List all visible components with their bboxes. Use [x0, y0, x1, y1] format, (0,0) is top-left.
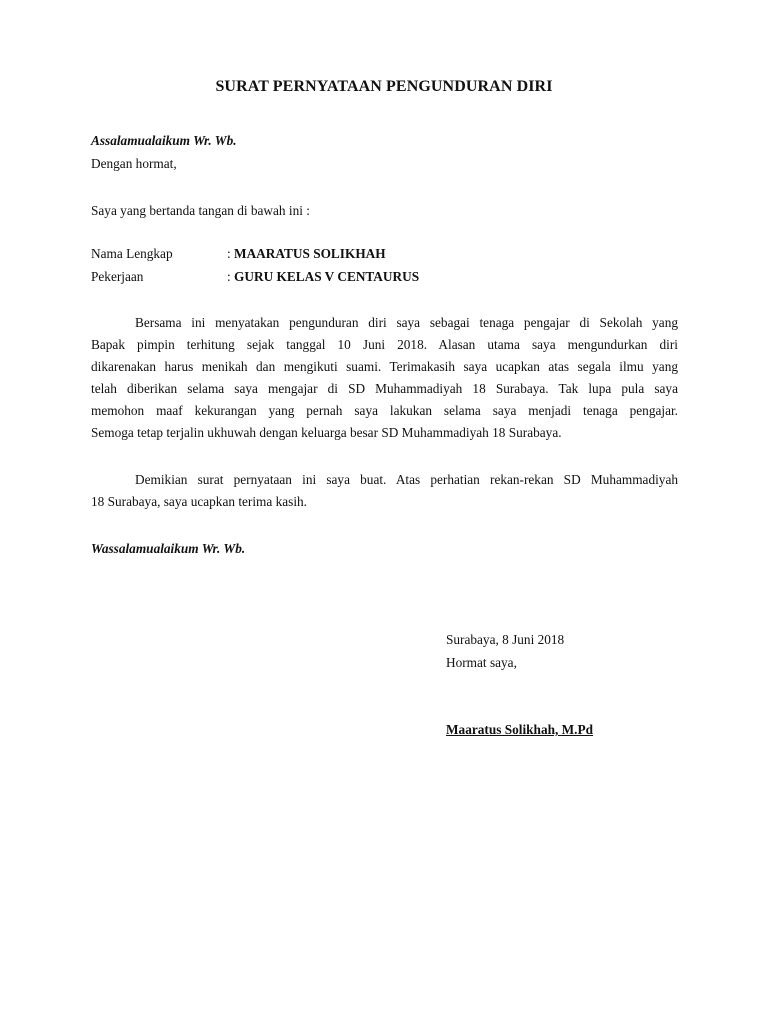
body-paragraph-2 [91, 469, 678, 513]
paragraph-line: telah diberikan selama saya mengajar di SD Muhammadiyah 18 Surabaya. Tak lupa pula saya [91, 381, 678, 396]
paragraph-line: Demikian surat pernyataan ini saya buat. Atas perhatian rekan-rekan SD Muhammadiyah [135, 472, 678, 487]
paragraph-line: memohon maaf kekurangan yang pernah saya lakukan selama saya menjadi tenaga pengajar. [91, 403, 678, 418]
field-label-pekerjaan: Pekerjaan [91, 269, 144, 284]
paragraph-line: Semoga tetap terjalin ukhuwah dengan keluarga besar SD Muhammadiyah 18 Surabaya. [91, 425, 562, 440]
closing-greeting: Wassalamualaikum Wr. Wb. [91, 541, 246, 556]
regards: Hormat saya, [446, 655, 517, 670]
salutation: Dengan hormat, [91, 156, 177, 171]
paragraph-line: dikarenakan harus menikah dan mengikuti suami. Terimakasih saya ucapkan atas segala ilmu yang [91, 359, 678, 374]
signatory-name: Maaratus Solikhah, M.Pd [446, 722, 594, 737]
body-paragraph-1 [91, 312, 678, 444]
field-separator: : [227, 269, 235, 284]
field-value-pekerjaan: GURU KELAS V CENTAURUS [234, 269, 420, 284]
document-title: SURAT PERNYATAAN PENGUNDURAN DIRI [215, 78, 553, 95]
greeting: Assalamualaikum Wr. Wb. [91, 133, 237, 148]
field-value-nama: MAARATUS SOLIKHAH [234, 246, 386, 261]
field-row-pekerjaan [227, 269, 419, 285]
paragraph-line: Bersama ini menyatakan pengunduran diri saya sebagai tenaga pengajar di Sekolah yang [135, 315, 678, 330]
intro-text: Saya yang bertanda tangan di bawah ini : [91, 203, 310, 218]
field-separator: : [227, 246, 235, 261]
field-label-nama: Nama Lengkap [91, 246, 173, 261]
field-row-nama [227, 246, 386, 262]
place-date: Surabaya, 8 Juni 2018 [446, 632, 565, 647]
paragraph-line: 18 Surabaya, saya ucapkan terima kasih. [91, 494, 307, 509]
paragraph-line: Bapak pimpin terhitung sejak tanggal 10 Juni 2018. Alasan utama saya mengundurkan diri [91, 337, 678, 352]
